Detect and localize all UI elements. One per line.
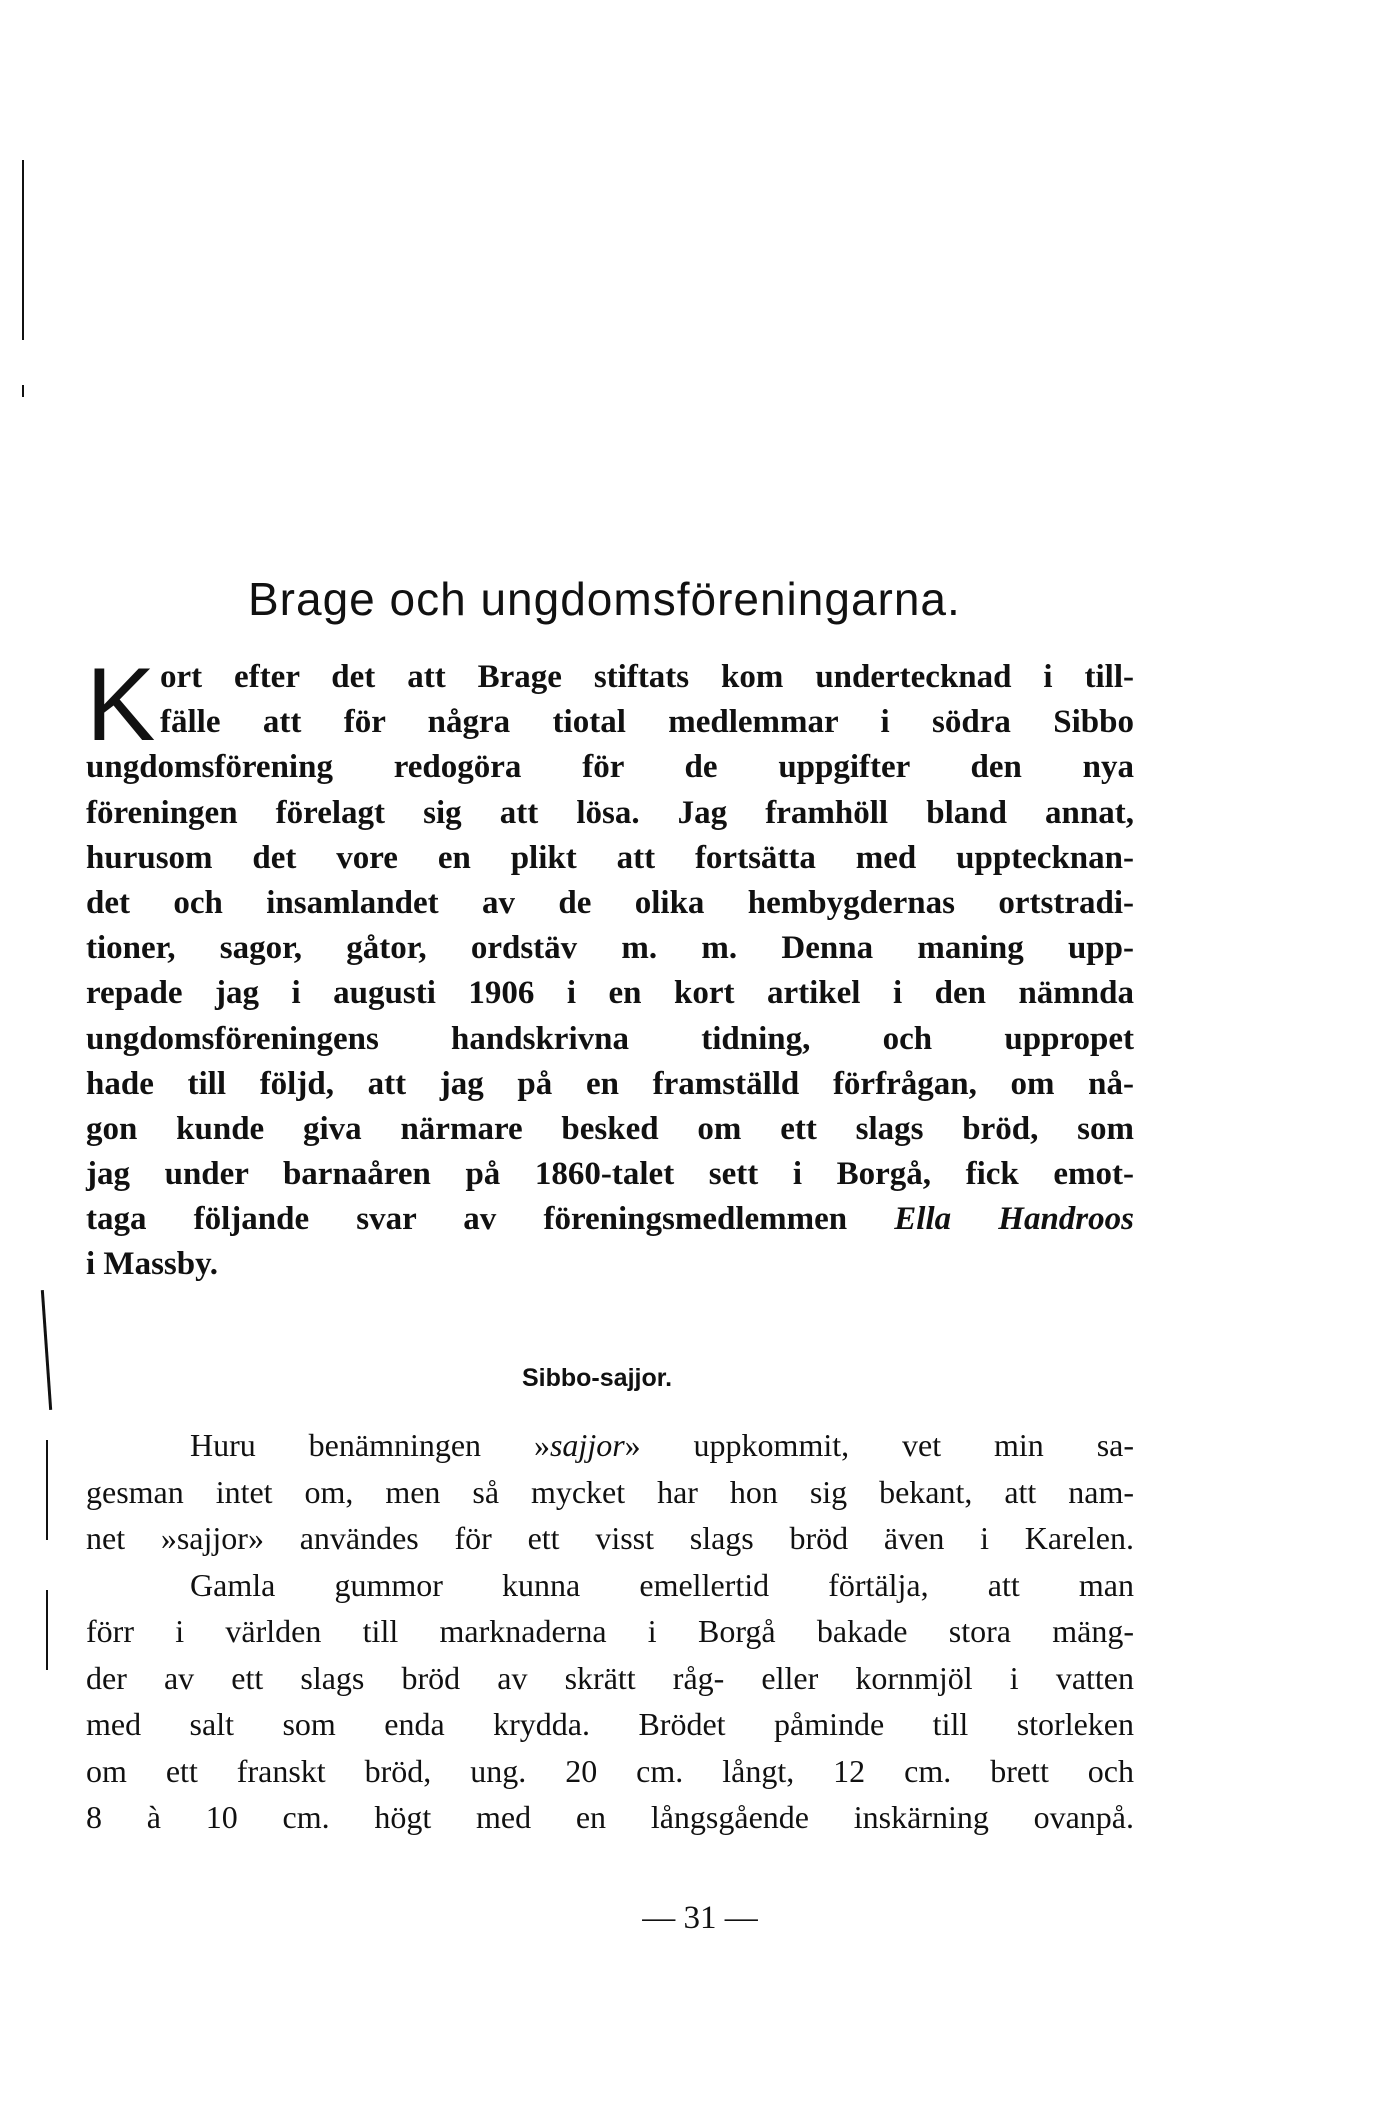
text-line: 8 à 10 cm. högt med en långsgående inskärning ovanpå. bbox=[86, 1799, 1134, 1835]
intro-paragraph bbox=[86, 647, 1134, 1288]
page-number: — 31 — bbox=[642, 1900, 758, 1936]
section-heading: Sibbo-sajjor. bbox=[522, 1364, 673, 1392]
text-fragment: Huru benämningen » bbox=[190, 1427, 550, 1463]
text-line: föreningen förelagt sig att lösa. Jag framhöll bland annat, bbox=[86, 794, 1134, 831]
text-line: ort efter det att Brage stiftats kom undertecknad i till- bbox=[160, 659, 1134, 695]
text-line: förr i världen till marknaderna i Borgå bakade stora mäng- bbox=[86, 1613, 1134, 1649]
scan-artifact-line bbox=[22, 160, 24, 340]
text-line: tioner, sagor, gåtor, ordstäv m. m. Denna maning upp- bbox=[86, 930, 1134, 967]
section-paragraph bbox=[86, 1422, 1134, 1841]
text-line: hurusom det vore en plikt att fortsätta med upptecknan- bbox=[86, 839, 1134, 876]
scan-artifact-line bbox=[22, 385, 24, 397]
text-line: Gamla gummor kunna emellertid förtälja, att man bbox=[190, 1566, 1134, 1603]
chapter-heading: Brage och ungdomsföreningarna. bbox=[248, 573, 961, 625]
text-line: i Massby. bbox=[86, 1246, 219, 1283]
scan-artifact-line bbox=[46, 1590, 48, 1670]
text-line bbox=[86, 1422, 1134, 1469]
text-line: repade jag i augusti 1906 i en kort artikel i den nämnda bbox=[86, 975, 1134, 1012]
drop-cap: K bbox=[86, 647, 156, 763]
text-fragment: » uppkommit, vet min sa- bbox=[624, 1427, 1135, 1463]
text-line: fälle att för några tiotal medlemmar i södra Sibbo bbox=[160, 704, 1134, 741]
text-line: gesman intet om, men så mycket har hon sig bekant, att nam- bbox=[86, 1473, 1134, 1510]
text-line: net »sajjor» användes för ett visst slags bröd även i Karelen. bbox=[86, 1520, 1134, 1556]
text-line: gon kunde giva närmare besked om ett slags bröd, som bbox=[86, 1110, 1134, 1147]
text-line: jag under barnaåren på 1860-talet sett i Borgå, fick emot- bbox=[86, 1156, 1134, 1193]
text-line: der av ett slags bröd av skrätt råg- eller kornmjöl i vatten bbox=[86, 1659, 1134, 1696]
informant-name: Ella Handroos bbox=[894, 1201, 1134, 1238]
scan-artifact-line bbox=[46, 1440, 48, 1540]
text-fragment: taga följande svar av föreningsmedlemmen bbox=[86, 1201, 895, 1238]
text-line: hade till följd, att jag på en framställd förfrågan, om nå- bbox=[86, 1065, 1134, 1102]
text-line: ungdomsföreningens handskrivna tidning, och uppropet bbox=[86, 1020, 1134, 1057]
text-line: det och insamlandet av de olika hembygdernas ortstradi- bbox=[86, 884, 1134, 921]
text-line: om ett franskt bröd, ung. 20 cm. långt, 12 cm. brett och bbox=[86, 1752, 1134, 1789]
term-sajjor: sajjor bbox=[549, 1427, 625, 1463]
text-line bbox=[86, 1197, 1134, 1242]
text-line: ungdomsförening redogöra för de uppgifter den nya bbox=[86, 749, 1134, 786]
text-line: med salt som enda krydda. Brödet påminde till storleken bbox=[86, 1706, 1134, 1742]
scan-artifact-line bbox=[41, 1290, 52, 1410]
